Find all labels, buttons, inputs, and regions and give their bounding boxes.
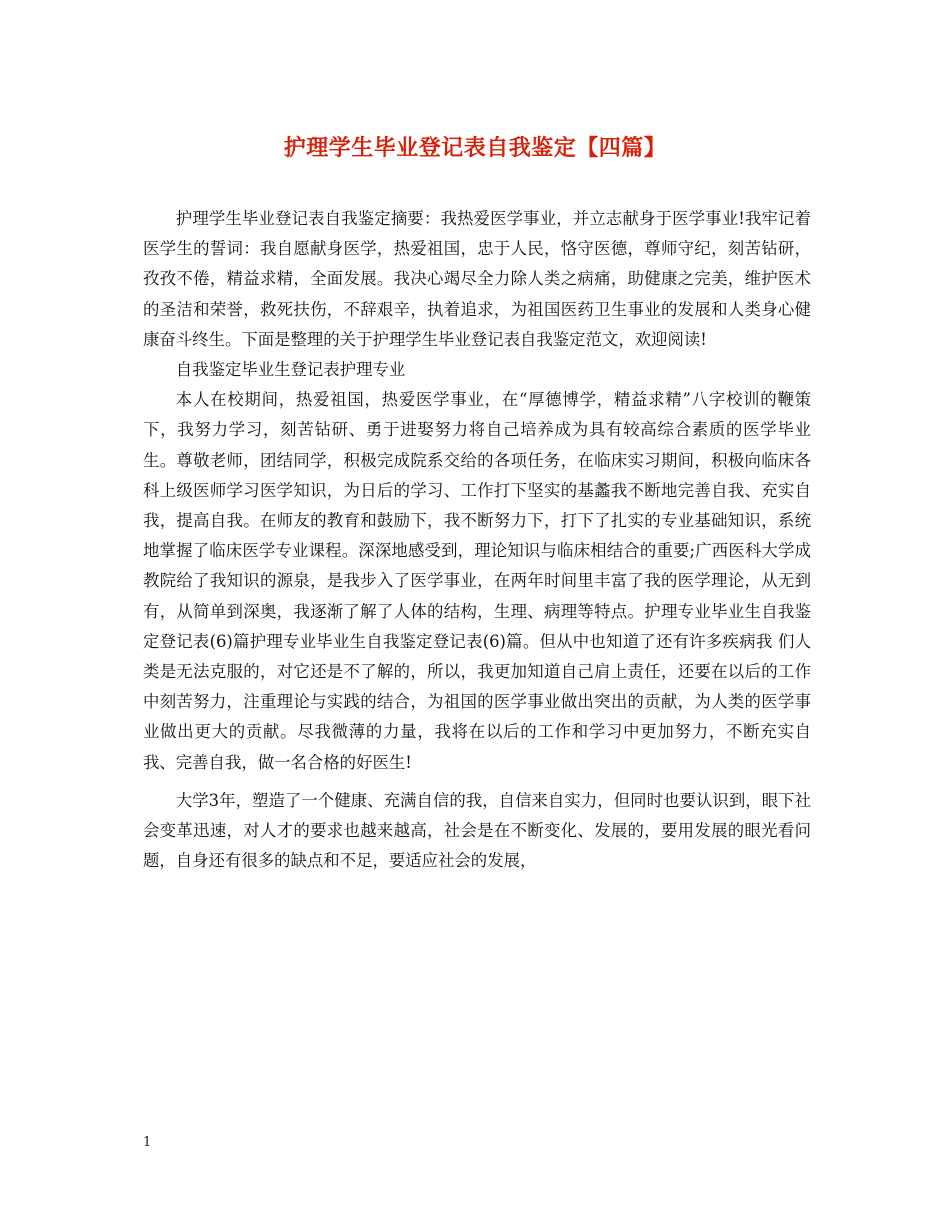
document-body xyxy=(143,204,811,876)
paragraph-subheading: 自我鉴定毕业生登记表护理专业 xyxy=(175,360,406,380)
paragraph-main: 本人在校期间，热爱祖国，热爱医学事业，在“厚德博学，精益求精”八字校训的鞭策下，我努力学习，刻苦钻研、勇于进娶努力将自己培养成为具有较高综合素质的医学毕业生。尊敬老师，团结同学，积极完成院系交给的各项任务，在临床实习期间，积极向临床各科上级医师学习医学知识，为日后的学习、工作打下坚实的基蠡我不断地完善自我、充实自我，提高自我。在师友的教育和鼓励下，我不断努力下，打下了扎实的专业基础知识，系统地掌握了临床医学专业课程。深深地感受到，理论知识与临床相结合的重要;广西医科大学成教院给了我知识的源泉，是我步入了医学事业，在两年时间里丰富了我的医学理论，从无到有，从简单到深奥，我逐渐了解了人体的结构，生理、病理等特点。护理专业毕业生自我鉴定登记表(6)篇护理专业毕业生自我鉴定登记表(6)篇。但从中也知道了还有许多疾病我 们人类是无法克服的，对它还是不了解的，所以，我更加知道自己肩上责任，还要在以后的工作中刻苦努力，注重理论与实践的结合，为祖国的医学事业做出突出的贡献，为人类的医学事业做出更大的贡献。尽我微薄的力量，我将在以后的工作和学习中更加努力，不断充实自我、完善自我，做一名合格的好医生! xyxy=(143,390,811,772)
paragraph-abstract: 护理学生毕业登记表自我鉴定摘要：我热爱医学事业，并立志献身于医学事业!我牢记着医学生的誓词：我自愿献身医学，热爱祖国，忠于人民，恪守医德，尊师守纪，刻苦钻研，孜孜不倦，精益求精，全面发展。我决心竭尽全力除人类之病痛，助健康之完美，维护医术的圣洁和荣誉，救死扶伤，不辞艰辛，执着追求，为祖国医药卫生事业的发展和人类身心健康奋斗终生。下面是整理的关于护理学生毕业登记表自我鉴定范文，欢迎阅读! xyxy=(143,209,811,349)
document-title: 护理学生毕业登记表自我鉴定【四篇】 xyxy=(283,135,667,161)
paragraph-continuation: 大学3年，塑造了一个健康、充满自信的我，自信来自实力，但同时也要认识到，眼下社会变革迅速，对人才的要求也越来越高，社会是在不断变化、发展的，要用发展的眼光看问题，自身还有很多的缺点和不足，要适应社会的发展， xyxy=(143,790,811,871)
page-number: 1 xyxy=(143,1135,152,1150)
